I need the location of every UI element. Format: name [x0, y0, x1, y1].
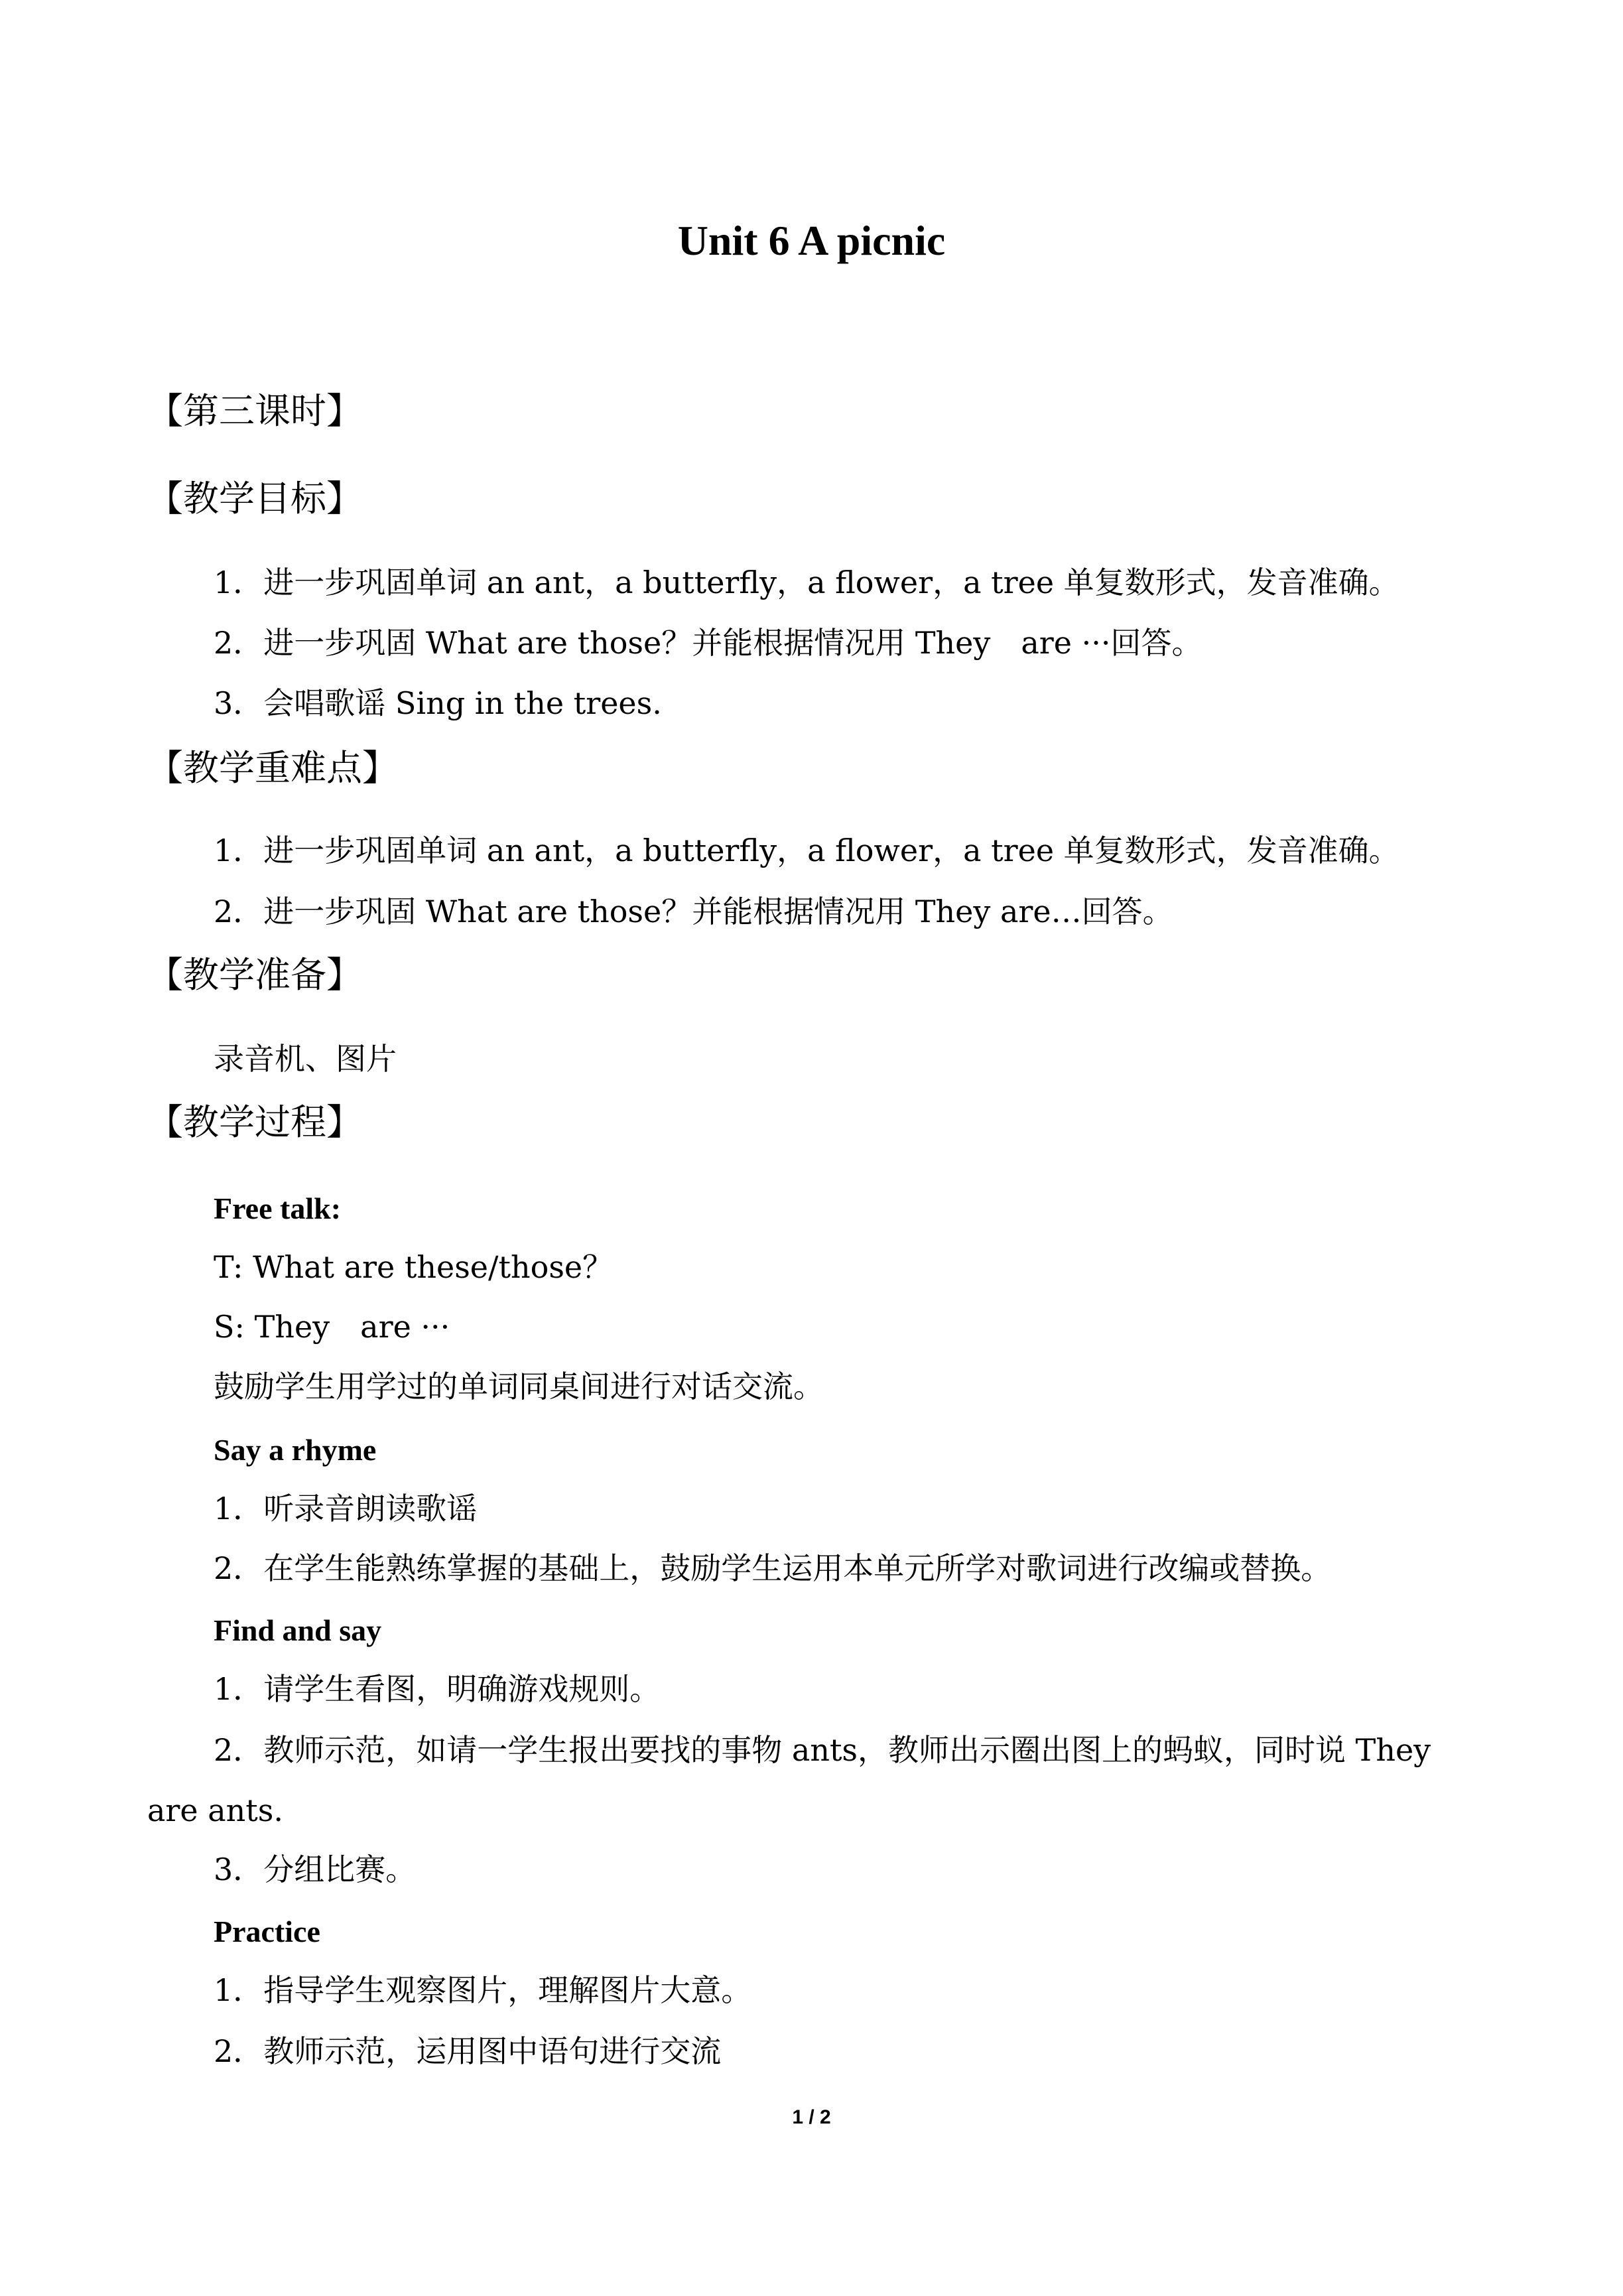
process-heading: 【教学过程】 — [147, 1101, 362, 1143]
say-a-rhyme-line: 2．在学生能熟练掌握的基础上，鼓励学生运用本单元所学对歌词进行改编或替换。 — [214, 1550, 1332, 1586]
free-talk-line: 鼓励学生用学过的单词同桌间进行对话交流。 — [214, 1369, 824, 1404]
practice-line: 1．指导学生观察图片，理解图片大意。 — [214, 1972, 752, 2008]
find-and-say-line: 2．教师示范，如请一学生报出要找的事物 ants，教师出示圈出图上的蚂蚁，同时说 They — [214, 1732, 1431, 1768]
key-points-heading: 【教学重难点】 — [147, 747, 398, 789]
objective-item: 2．进一步巩固 What are those？并能根据情况用 They are ···回答。 — [214, 625, 1202, 661]
preparation-text: 录音机、图片 — [214, 1041, 397, 1077]
lesson-heading: 【第三课时】 — [147, 390, 362, 432]
preparation-heading: 【教学准备】 — [147, 954, 362, 996]
objective-item: 3．会唱歌谣 Sing in the trees. — [214, 685, 662, 721]
objectives-heading: 【教学目标】 — [147, 478, 362, 519]
say-a-rhyme-line: 1．听录音朗读歌谣 — [214, 1491, 478, 1526]
free-talk-line: T: What are these/those？ — [214, 1249, 614, 1285]
page-number: 1 / 2 — [792, 2106, 831, 2128]
practice-line: 2．教师示范，运用图中语句进行交流 — [214, 2033, 722, 2069]
free-talk-line: S: They are ··· — [214, 1309, 450, 1345]
free-talk-title: Free talk: — [214, 1191, 342, 1225]
find-and-say-line: 3．分组比赛。 — [214, 1852, 417, 1887]
find-and-say-title: Find and say — [214, 1613, 382, 1647]
objective-item: 1．进一步巩固单词 an ant，a butterfly，a flower，a tree 单复数形式，发音准确。 — [214, 565, 1399, 600]
find-and-say-line: 1．请学生看图，明确游戏规则。 — [214, 1671, 661, 1707]
document-title: Unit 6 A picnic — [677, 217, 946, 264]
say-a-rhyme-title: Say a rhyme — [214, 1433, 377, 1467]
practice-title: Practice — [214, 1915, 320, 1948]
find-and-say-line: are ants. — [147, 1792, 284, 1828]
key-point-item: 2．进一步巩固 What are those？并能根据情况用 They are…回答。 — [214, 894, 1173, 929]
key-point-item: 1．进一步巩固单词 an ant，a butterfly，a flower，a tree 单复数形式，发音准确。 — [214, 833, 1399, 868]
